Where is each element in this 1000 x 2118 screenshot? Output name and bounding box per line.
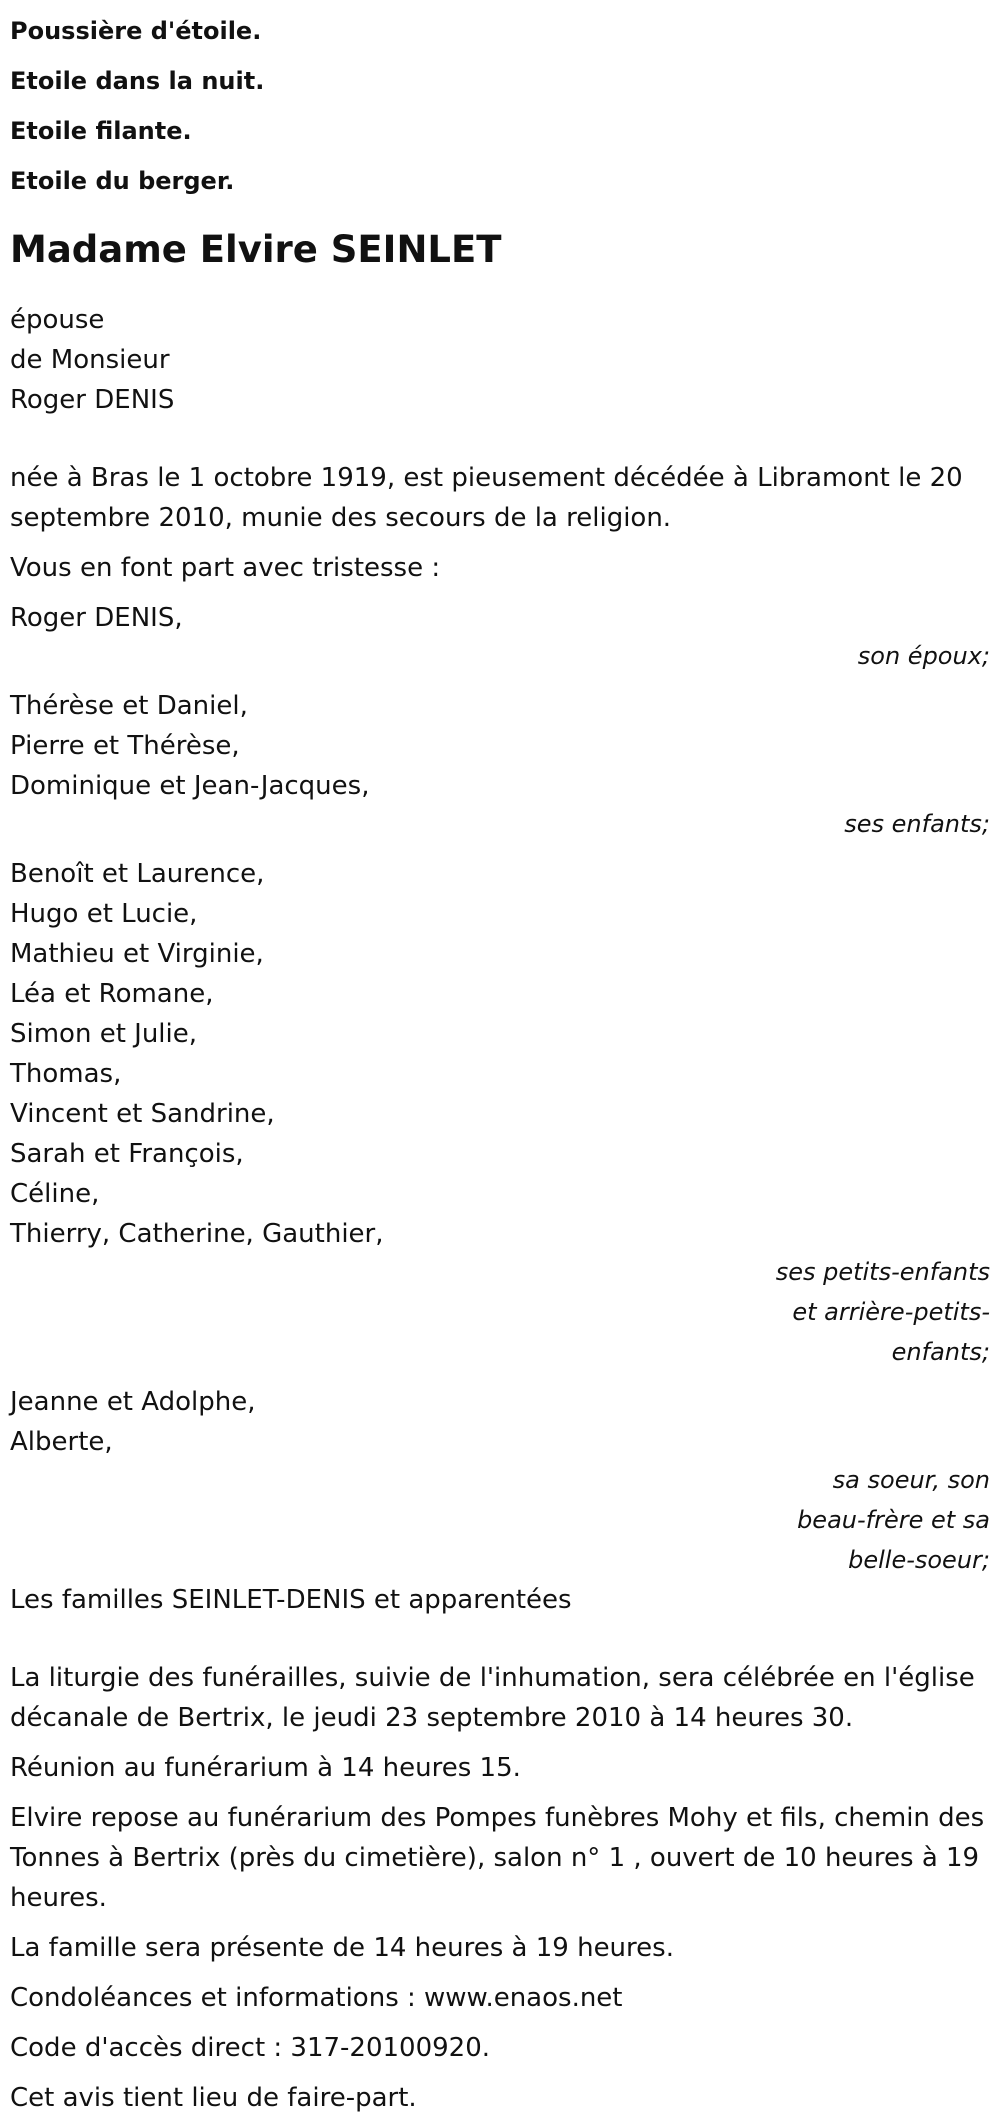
family-group-spouse xyxy=(10,598,990,676)
family-name: Simon et Julie, xyxy=(10,1019,198,1049)
poem xyxy=(10,0,990,206)
spouse-block xyxy=(10,300,990,420)
relation-line: belle-soeur; xyxy=(848,1546,990,1574)
family-name: Alberte, xyxy=(10,1427,113,1457)
families-line: Les familles SEINLET-DENIS et apparentées xyxy=(10,1585,572,1615)
poem-line: Etoile filante. xyxy=(10,117,192,145)
family-name: Pierre et Thérèse, xyxy=(10,731,240,761)
deceased-name: Madame Elvire SEINLET xyxy=(10,228,502,271)
relation-line: et arrière-petits- xyxy=(792,1298,990,1326)
family-name: Thierry, Catherine, Gauthier, xyxy=(10,1219,384,1249)
family-group-grandchildren xyxy=(10,854,990,1372)
relation-line: son époux; xyxy=(857,642,990,670)
family-group-siblings xyxy=(10,1382,990,1580)
family-name: Thérèse et Daniel, xyxy=(10,691,248,721)
relation-line: sa soeur, son xyxy=(832,1466,990,1494)
relation-line: enfants; xyxy=(891,1338,990,1366)
family-group-children xyxy=(10,686,990,844)
family-name: Dominique et Jean-Jacques, xyxy=(10,771,370,801)
family-presence-text: La famille sera présente de 14 heures à 19 heures. xyxy=(10,1933,674,1963)
family-name: Jeanne et Adolphe, xyxy=(10,1387,256,1417)
family-name: Roger DENIS, xyxy=(10,603,183,633)
family-name: Thomas, xyxy=(10,1059,122,1089)
family-list xyxy=(10,598,990,1580)
family-name: Mathieu et Virginie, xyxy=(10,939,264,969)
liturgy-text: La liturgie des funérailles, suivie de l'inhumation, sera célébrée en l'église décanale de Bertrix, le jeudi 23 septembre 2010 à 14 heures 30. xyxy=(10,1663,975,1733)
family-name: Vincent et Sandrine, xyxy=(10,1099,275,1129)
poem-line: Etoile dans la nuit. xyxy=(10,67,265,95)
spouse-line: Roger DENIS xyxy=(10,385,175,415)
poem-line: Poussière d'étoile. xyxy=(10,17,262,45)
poem-line: Etoile du berger. xyxy=(10,167,235,195)
announcement-text: Vous en font part avec tristesse : xyxy=(10,553,441,583)
access-code-text: Code d'accès direct : 317-20100920. xyxy=(10,2033,491,2063)
family-name: Céline, xyxy=(10,1179,100,1209)
repose-text: Elvire repose au funérarium des Pompes funèbres Mohy et fils, chemin des Tonnes à Bertrix (près du cimetière), salon n° 1 , ouvert de 10 heures à 19 heures. xyxy=(10,1803,985,1913)
family-name: Sarah et François, xyxy=(10,1139,244,1169)
relation-line: ses enfants; xyxy=(844,810,990,838)
relation-line: ses petits-enfants xyxy=(775,1258,990,1286)
family-name: Hugo et Lucie, xyxy=(10,899,198,929)
relation-line: beau-frère et sa xyxy=(797,1506,990,1534)
family-relation xyxy=(760,1252,990,1372)
spouse-line: de Monsieur xyxy=(10,345,170,375)
family-relation xyxy=(760,636,990,676)
meeting-text: Réunion au funérarium à 14 heures 15. xyxy=(10,1753,521,1783)
closing-text: Cet avis tient lieu de faire-part. xyxy=(10,2083,417,2113)
family-relation xyxy=(760,804,990,844)
family-name: Léa et Romane, xyxy=(10,979,214,1009)
spouse-line: épouse xyxy=(10,305,105,335)
condolences-text: Condoléances et informations : www.enaos.net xyxy=(10,1983,623,2013)
family-relation xyxy=(760,1460,990,1580)
family-name: Benoît et Laurence, xyxy=(10,859,265,889)
birth-death-text: née à Bras le 1 octobre 1919, est pieusement décédée à Libramont le 20 septembre 2010, munie des secours de la religion. xyxy=(10,463,963,533)
